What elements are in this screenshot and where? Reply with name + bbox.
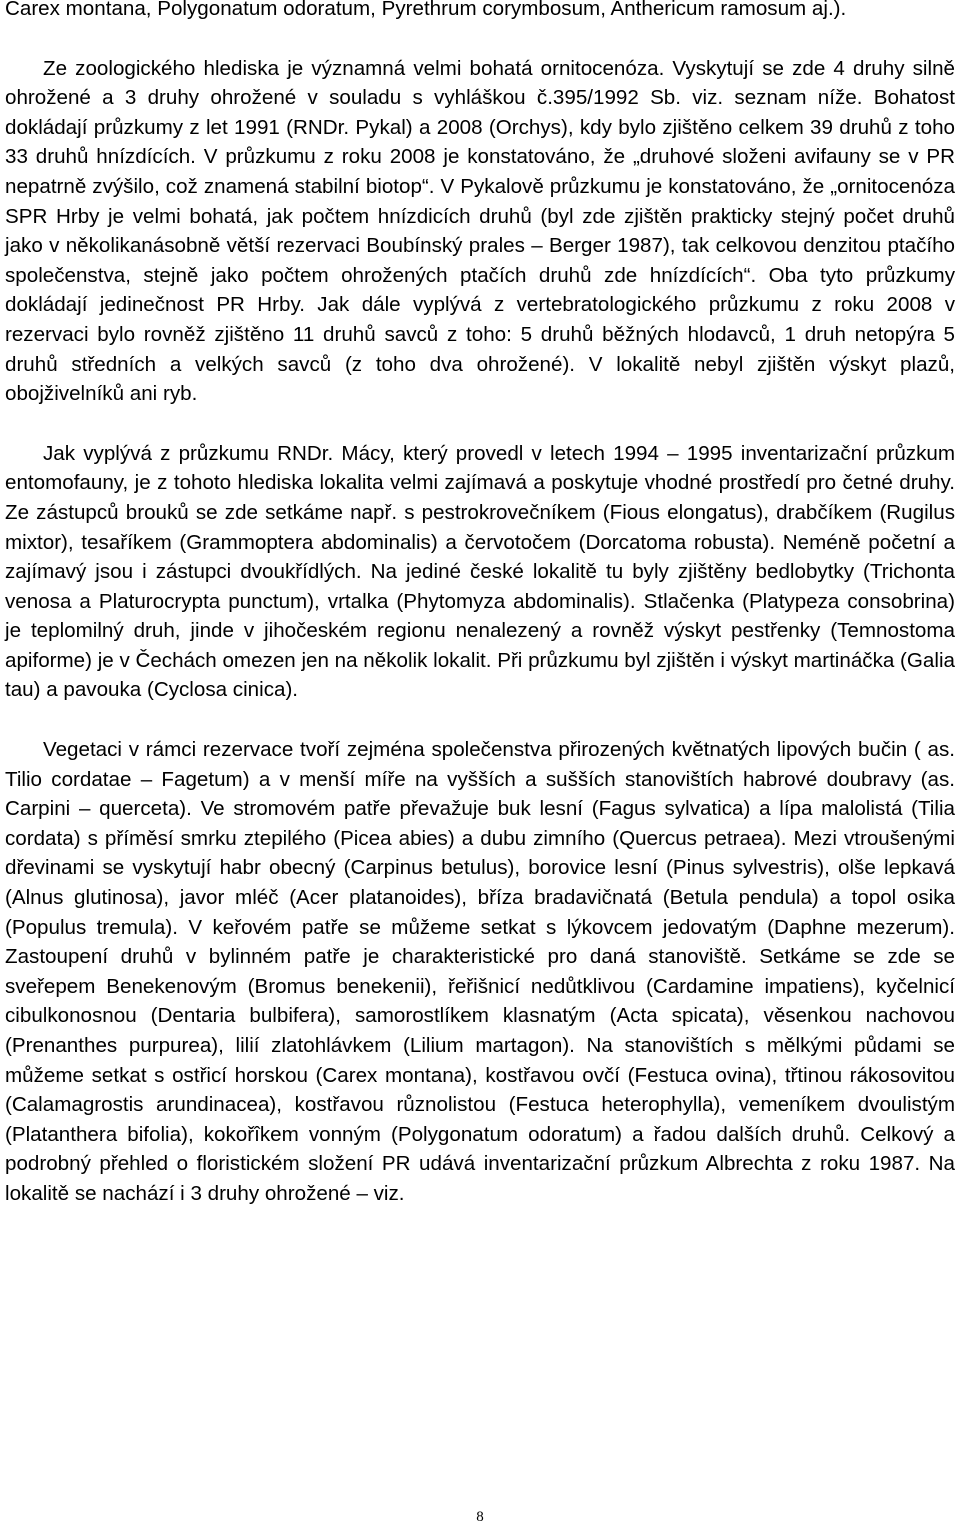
paragraph-gap <box>5 409 955 439</box>
document-page <box>5 0 955 1209</box>
paragraph-entomofauna: Jak vyplývá z průzkumu RNDr. Mácy, který provedl v letech 1994 – 1995 inventarizační průzkum entomofauny, je z tohoto hlediska lokalita velmi zajímavá a poskytuje vhodné prostředí pro četné druhy. Ze zástupců brouků se zde setkáme např. s pestrokrovečníkem (Fious elongatus), drabčíkem (Rugilus mixtor), tesaříkem (Grammoptera abdominalis) a červotočem (Dorcatoma robusta). Neméně početní a zajímavý jsou i zástupci dvoukřídlých. Na jediné české lokalitě tu byly zjištěny bedlobytky (Trichonta venosa a Platurocrypta punctum), vrtalka (Phytomyza abdominalis). Stlačenka (Platypeza consobrina) je teplomilný druh, jinde v jihočeském regionu nenalezený a rovněž výskyt pestřenky (Temnostoma apiforme) je v Čechách omezen jen na několik lokalit. Při průzkumu byl zjištěn i výskyt martináčka (Galia tau) a pavouka (Cyclosa cinica). <box>5 441 955 702</box>
paragraph-zoology: Ze zoologického hlediska je významná velmi bohatá ornitocenóza. Vyskytují se zde 4 druhy silně ohrožené a 3 druhy ohrožené v souladu s vyhláškou č.395/1992 Sb. viz. seznam níže. Bohatost dokládají průzkumy z let 1991 (RNDr. Pykal) a 2008 (Orchys), kdy bylo zjištěno celkem 39 druhů z toho 33 druhů hnízdících. V průzkumu z roku 2008 je konstatováno, že „druhové složeni avifauny se v PR nepatrně zvýšilo, což znamená stabilní biotop“. V Pykalově průzkumu je konstatováno, že „ornitocenóza SPR Hrby je velmi bohatá, jak počtem hnízdicích druhů (byl zde zjištěn prakticky stejný počet druhů jako v několikanásobně větší rezervaci Boubínský prales – Berger 1987), tak celkovou denzitou ptačího společenstva, stejně jako počtem ohrožených ptačích druhů zde hnízdících“. Oba tyto průzkumy dokládají jedinečnost PR Hrby. Jak dále vyplývá z vertebratologického průzkumu z roku 2008 v rezervaci bylo rovněž zjištěno 11 druhů savců z toho: 5 druhů běžných hlodavců, 1 druh netopýra 5 druhů středních a velkých savců (z toho dva ohrožené). V lokalitě nebyl zjištěn výskyt plazů, obojživelníků ani ryb. <box>5 56 955 406</box>
page-number: 8 <box>476 1509 484 1525</box>
paragraph-vegetation: Vegetaci v rámci rezervace tvoří zejména společenstva přirozených květnatých lipových bučin ( as. Tilio cordatae – Fagetum) a v menší míře na vyšších a sušších stanovištích habrové doubravy (as. Carpini – querceta). Ve stromovém patře převažuje buk lesní (Fagus sylvatica) a lípa malolistá (Tilia cordata) s příměsí smrku ztepilého (Picea abies) a dubu zimního (Quercus petraea). Mezi vtroušenými dřevinami se vyskytují habr obecný (Carpinus betulus), borovice lesní (Pinus sylvestris), olše lepkavá (Alnus glutinosa), javor mléč (Acer platanoides), bříza bradavičnatá (Betula pendula) a topol osika (Populus tremula). V keřovém patře se můžeme setkat s lýkovcem jedovatým (Daphne mezerum). Zastoupení druhů v bylinném patře je charakteristické pro daná stanoviště. Setkáme se zde se sveřepem Benekenovým (Bromus benekenii), řeřišnicí nedůtklivou (Cardamine impatiens), kyčelnicí cibulkonosnou (Dentaria bulbifera), samorostlíkem klasnatým (Acta spicata), věsenkou nachovou (Prenanthes purpurea), lilií zlatohlávkem (Lilium martagon). Na stanovištích s mělkými půdami se můžeme setkat s ostřicí horskou (Carex montana), kostřavou ovčí (Festuca ovina), třtinou rákosovitou (Calamagrostis arundinacea), kostřavou různolistou (Festuca heterophylla), vemeníkem dvoulistým (Platanthera bifolia), kokořîkem vonným (Polygonatum odoratum) a řadou dalších druhů. Celkový a podrobný přehled o floristickém složení PR udává inventarizační průzkum Albrechta z roku 1987. Na lokalitě se nachází i 3 druhy ohrožené – viz. <box>5 738 955 1205</box>
paragraph-gap <box>5 705 955 735</box>
paragraph-plant-species-continuation: Carex montana, Polygonatum odoratum, Pyrethrum corymbosum, Anthericum ramosum aj.). <box>5 0 847 20</box>
